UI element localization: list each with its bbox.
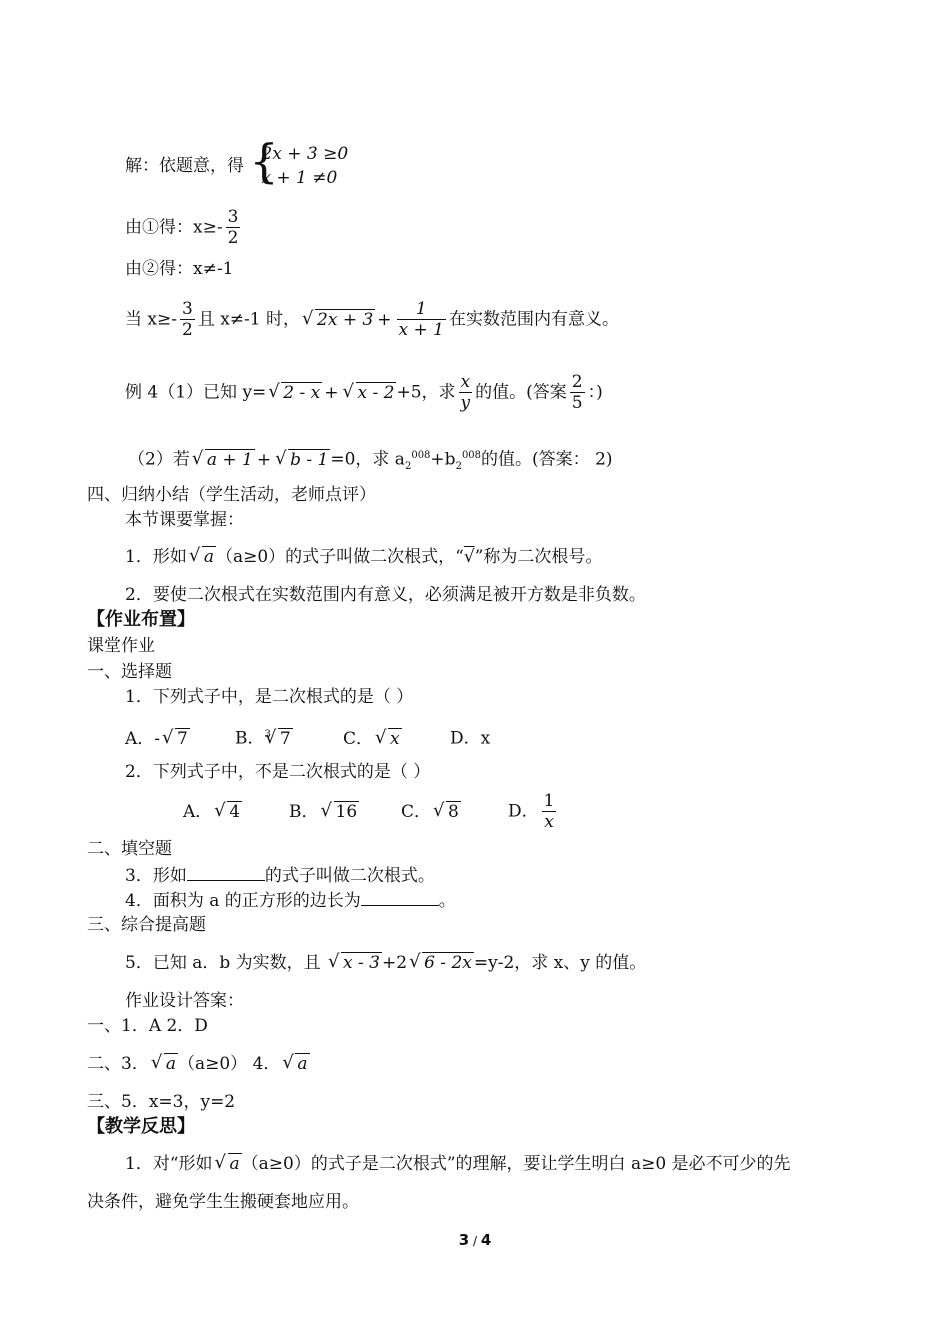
answer-blank[interactable] (361, 889, 439, 906)
solution-intro: 解：依题意，得 (125, 156, 244, 176)
summary-item-2: 2．要使二次根式在实数范围内有意义，必须满足被开方数是非负数。 (125, 585, 646, 605)
reflection-title: 【教学反思】 (87, 1116, 195, 1137)
option-c (401, 801, 508, 823)
option-label: B． (289, 801, 319, 822)
radicand: a (203, 547, 214, 567)
sqrt-expression (162, 729, 190, 749)
option-d: D．x (450, 728, 491, 749)
radicand: 7 (177, 728, 188, 749)
option-label: A．- (125, 728, 161, 749)
reflection-prefix: 1．对“形如 (125, 1154, 213, 1174)
question-4-prefix: 4．面积为 a 的正方形的边长为 (125, 891, 361, 911)
homework-title: 【作业布置】 (87, 609, 195, 630)
page-number (0, 1229, 950, 1252)
denominator: 5 (571, 393, 583, 413)
when-line (125, 299, 619, 340)
option-label: D． (508, 801, 539, 822)
option-label: C． (343, 728, 374, 749)
fraction (542, 791, 557, 832)
when-middle: 且 x≠-1 时， (197, 309, 301, 330)
radicand: 6 - 2x (424, 953, 472, 973)
numerator: 3 (181, 299, 193, 319)
fraction (397, 299, 446, 340)
current-page: 3 (458, 1231, 470, 1249)
radicand: a (229, 1154, 240, 1174)
sqrt-expression (328, 953, 382, 973)
numerator: 1 (543, 791, 555, 811)
sqrt-expression (409, 953, 474, 973)
solution-line (125, 134, 349, 190)
answers-line-3: 三、5．x=3，y=2 (87, 1092, 236, 1112)
brace-symbol: { (249, 134, 279, 188)
radicand: x - 3 (343, 953, 381, 973)
answers-line-2-middle: （a≥0） 4． (177, 1054, 281, 1074)
when-prefix: 当 x≥- (125, 309, 177, 330)
radicand: 4 (229, 801, 241, 822)
denominator: x + 1 (398, 320, 445, 340)
summary-item-1-suffix: ”称为二次根号。 (474, 547, 603, 567)
question-1: 1．下列式子中，是二次根式的是（ ） (125, 687, 414, 707)
total-pages: 4 (480, 1231, 492, 1249)
question-4-suffix: 。 (438, 891, 456, 911)
summary-item-1-middle: （a≥0）的式子叫做二次根式，“ (215, 547, 464, 567)
reflection-suffix: （a≥0）的式子是二次根式”的理解，要让学生明白 a≥0 是必不可少的先 (241, 1154, 791, 1174)
section-fill-blank: 二、填空题 (87, 839, 172, 859)
sqrt-expression (151, 1054, 178, 1074)
example4-part2-prefix: （2）若 (128, 449, 190, 470)
option-label: B． (235, 728, 265, 749)
radicand: b - 1 (290, 449, 329, 470)
option-b (235, 724, 343, 750)
system-row-2: x + 1 ≠0 (261, 168, 338, 188)
radicand: x - 2 (357, 382, 395, 403)
fraction (459, 372, 473, 413)
fraction (570, 372, 585, 413)
example4-part2 (128, 445, 613, 478)
sqrt-expression (268, 383, 322, 403)
sqrt-expression (302, 310, 375, 330)
fraction (180, 299, 195, 340)
question-5-prefix: 5．已知 a．b 为实数，且 (125, 953, 327, 973)
plus-sign: + (256, 449, 272, 470)
question-2-options (183, 791, 559, 832)
answer-blank[interactable] (187, 864, 265, 881)
option-c (343, 728, 450, 750)
reflection-para-1 (125, 1153, 791, 1175)
summary-item-1-prefix: 1．形如 (125, 547, 187, 567)
plus-b: +b (430, 449, 456, 470)
example4-part2-middle: =0，求 a (330, 449, 405, 470)
classwork-label: 课堂作业 (87, 636, 155, 656)
question-4 (125, 889, 456, 912)
sqrt-expression (189, 547, 216, 567)
question-5 (125, 952, 646, 974)
subscript: 2 (404, 461, 412, 473)
example4-part1 (125, 372, 603, 413)
numerator: 1 (397, 299, 446, 320)
summary-item-1 (125, 546, 602, 568)
answers-title: 作业设计答案： (125, 991, 244, 1011)
plus-sign: + (377, 309, 392, 330)
cube-root-expression (265, 729, 293, 749)
denominator: 2 (227, 228, 239, 248)
radicand: 16 (335, 801, 358, 822)
radicand: 7 (279, 728, 291, 749)
superscript: 008 (461, 450, 482, 461)
section-comprehensive: 三、综合提高题 (87, 915, 206, 935)
option-b (289, 801, 401, 823)
reflection-para-2: 决条件，避免学生生搬硬套地应用。 (87, 1192, 359, 1212)
subscript: 2 (455, 461, 462, 473)
fraction (226, 207, 241, 248)
question-1-options (125, 724, 490, 750)
sqrt-expression (192, 450, 255, 470)
radicand: x (390, 728, 400, 749)
option-a (125, 728, 235, 750)
inequality-system (249, 134, 349, 190)
when-suffix: 在实数范围内有意义。 (449, 309, 620, 330)
numerator: x (459, 372, 473, 393)
root-index: 3 (264, 729, 271, 740)
sqrt-expression (275, 450, 330, 470)
sqrt-expression (343, 383, 397, 403)
denominator: x (544, 812, 554, 832)
sqrt-expression (215, 1154, 242, 1174)
sqrt-expression (375, 729, 402, 749)
from-eq1-text: 由①得：x≥- (125, 217, 223, 238)
radicand: a (297, 1054, 308, 1074)
sqrt-expression (433, 802, 461, 822)
question-3-prefix: 3．形如 (125, 866, 187, 886)
option-d (508, 791, 559, 832)
option-label: C． (401, 801, 432, 822)
radicand: 2x + 3 (317, 309, 374, 330)
denominator: 2 (181, 320, 193, 340)
page-separator: / (469, 1234, 481, 1248)
example4-middle: +5，求 (396, 382, 456, 403)
radicand: a + 1 (206, 449, 253, 470)
denominator: y (460, 393, 471, 413)
radicand: a (165, 1054, 176, 1074)
question-5-suffix: =y-2，求 x、y 的值。 (473, 953, 647, 973)
summary-heading: 四、归纳小结（学生活动，老师点评） (87, 485, 376, 505)
question-3 (125, 864, 435, 887)
numerator: 2 (571, 372, 583, 392)
sqrt-expression (214, 802, 242, 822)
numerator: 3 (227, 207, 239, 227)
answers-line-2-prefix: 二、3． (87, 1054, 149, 1074)
radicand: 2 - x (283, 382, 321, 403)
from-eq1-line (125, 207, 243, 248)
superscript: 008 (411, 450, 431, 461)
summary-intro: 本节课要掌握： (125, 510, 244, 530)
system-row-1: 2x + 3 ≥0 (261, 144, 349, 164)
answers-line-1: 一、1．A 2．D (87, 1016, 208, 1036)
option-a (183, 801, 289, 823)
sqrt-expression (282, 1054, 309, 1074)
question-5-middle: +2 (382, 953, 408, 973)
question-3-suffix: 的式子叫做二次根式。 (264, 866, 435, 886)
plus-sign: + (324, 382, 339, 403)
example4-part2-suffix: 的值。(答案： 2) (481, 449, 613, 470)
from-eq2-line: 由②得：x≠-1 (125, 259, 234, 279)
radicand: 8 (448, 801, 459, 822)
section-choice: 一、选择题 (87, 662, 172, 682)
question-2: 2．下列式子中，不是二次根式的是（ ） (125, 762, 431, 782)
answers-line-2 (87, 1053, 310, 1075)
example4-end: ：) (587, 382, 603, 403)
sqrt-expression (321, 802, 360, 822)
example4-answer-label: 的值。(答案 (475, 382, 567, 403)
root-sign-icon: √ (463, 547, 475, 567)
example4-prefix: 例 4（1）已知 y= (125, 382, 267, 403)
option-label: A． (183, 801, 213, 822)
